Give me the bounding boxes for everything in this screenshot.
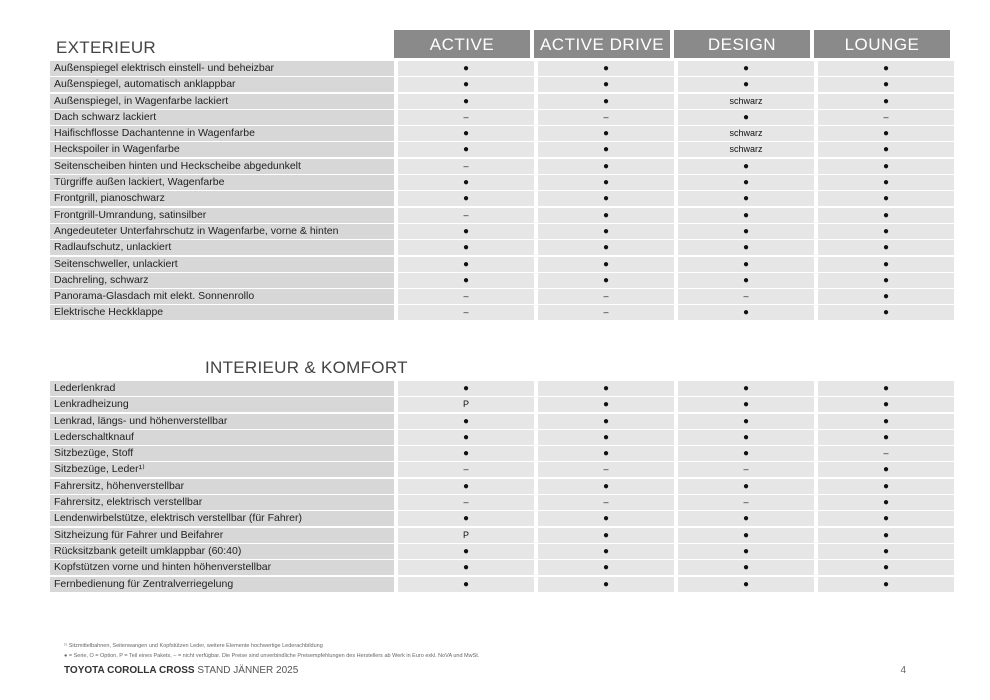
cell-design: ●	[678, 414, 814, 429]
table-row	[50, 305, 954, 320]
cell-active: ●	[398, 414, 534, 429]
cell-active: ●	[398, 257, 534, 272]
table-row	[50, 397, 954, 412]
cell-active: ●	[398, 126, 534, 141]
row-label: Dachreling, schwarz	[50, 273, 394, 288]
cell-active: ●	[398, 224, 534, 239]
cell-design: ●	[678, 240, 814, 255]
row-label: Kopfstützen vorne und hinten höhenverstellbar	[50, 560, 394, 575]
cell-active: –	[398, 495, 534, 510]
column-header-active: ACTIVE	[394, 30, 530, 58]
row-label: Außenspiegel elektrisch einstell- und beheizbar	[50, 61, 394, 76]
footer-stand: STAND JÄNNER 2025	[197, 665, 299, 676]
cell-active: ●	[398, 560, 534, 575]
row-label: Frontgrill-Umrandung, satinsilber	[50, 208, 394, 223]
row-label: Lederlenkrad	[50, 381, 394, 396]
row-label: Panorama-Glasdach mit elekt. Sonnenrollo	[50, 289, 394, 304]
cell-active: –	[398, 289, 534, 304]
table-row	[50, 577, 954, 592]
cell-active-drive: ●	[538, 94, 674, 109]
row-label: Seitenscheiben hinten und Heckscheibe abgedunkelt	[50, 159, 394, 174]
cell-active-drive: ●	[538, 397, 674, 412]
cell-active-drive: –	[538, 289, 674, 304]
table-row	[50, 462, 954, 477]
cell-lounge: ●	[818, 495, 954, 510]
cell-active-drive: –	[538, 110, 674, 125]
cell-active-drive: ●	[538, 479, 674, 494]
cell-active-drive: ●	[538, 126, 674, 141]
cell-active-drive: ●	[538, 208, 674, 223]
cell-lounge: ●	[818, 175, 954, 190]
cell-lounge: ●	[818, 528, 954, 543]
cell-active-drive: ●	[538, 175, 674, 190]
section-title-interieur: INTERIEUR & KOMFORT	[205, 358, 408, 377]
cell-lounge: ●	[818, 159, 954, 174]
table-row	[50, 414, 954, 429]
cell-active-drive: ●	[538, 257, 674, 272]
cell-active-drive: ●	[538, 191, 674, 206]
cell-active-drive: ●	[538, 159, 674, 174]
cell-lounge: –	[818, 110, 954, 125]
table-row	[50, 126, 954, 141]
cell-design: ●	[678, 430, 814, 445]
cell-active-drive: ●	[538, 61, 674, 76]
cell-design: ●	[678, 61, 814, 76]
cell-design: schwarz	[678, 126, 814, 141]
table-row	[50, 257, 954, 272]
cell-active: ●	[398, 61, 534, 76]
row-label: Dach schwarz lackiert	[50, 110, 394, 125]
row-label: Rücksitzbank geteilt umklappbar (60:40)	[50, 544, 394, 559]
cell-design: ●	[678, 257, 814, 272]
cell-lounge: ●	[818, 305, 954, 320]
cell-lounge: ●	[818, 240, 954, 255]
cell-active: ●	[398, 240, 534, 255]
cell-lounge: ●	[818, 142, 954, 157]
table-row	[50, 446, 954, 461]
cell-lounge: ●	[818, 289, 954, 304]
table-row	[50, 273, 954, 288]
cell-design: ●	[678, 577, 814, 592]
row-label: Fahrersitz, höhenverstellbar	[50, 479, 394, 494]
cell-design: –	[678, 462, 814, 477]
row-label: Lendenwirbelstütze, elektrisch verstellbar (für Fahrer)	[50, 511, 394, 526]
cell-design: ●	[678, 175, 814, 190]
column-headers	[394, 30, 954, 58]
table-row	[50, 544, 954, 559]
table-row	[50, 94, 954, 109]
cell-lounge: ●	[818, 381, 954, 396]
cell-design: ●	[678, 191, 814, 206]
cell-lounge: ●	[818, 430, 954, 445]
cell-active: ●	[398, 142, 534, 157]
cell-active: ●	[398, 94, 534, 109]
cell-active: ●	[398, 175, 534, 190]
cell-lounge: ●	[818, 224, 954, 239]
exterieur-table	[50, 61, 954, 322]
cell-design: ●	[678, 544, 814, 559]
table-row	[50, 110, 954, 125]
cell-active: –	[398, 462, 534, 477]
cell-design: ●	[678, 305, 814, 320]
row-label: Fernbedienung für Zentralverriegelung	[50, 577, 394, 592]
row-label: Radlaufschutz, unlackiert	[50, 240, 394, 255]
cell-active: ●	[398, 446, 534, 461]
table-row	[50, 495, 954, 510]
cell-lounge: ●	[818, 191, 954, 206]
cell-active: –	[398, 110, 534, 125]
table-row	[50, 208, 954, 223]
cell-lounge: ●	[818, 257, 954, 272]
cell-design: ●	[678, 381, 814, 396]
table-row	[50, 175, 954, 190]
cell-active-drive: ●	[538, 414, 674, 429]
cell-active-drive: –	[538, 305, 674, 320]
cell-design: –	[678, 289, 814, 304]
cell-active-drive: ●	[538, 77, 674, 92]
row-label: Seitenschweller, unlackiert	[50, 257, 394, 272]
cell-lounge: ●	[818, 94, 954, 109]
cell-active-drive: ●	[538, 446, 674, 461]
cell-design: ●	[678, 511, 814, 526]
row-label: Sitzheizung für Fahrer und Beifahrer	[50, 528, 394, 543]
table-row	[50, 560, 954, 575]
cell-active: –	[398, 208, 534, 223]
cell-design: ●	[678, 528, 814, 543]
cell-lounge: ●	[818, 462, 954, 477]
cell-design: ●	[678, 479, 814, 494]
cell-active: ●	[398, 430, 534, 445]
cell-active: ●	[398, 577, 534, 592]
cell-lounge: ●	[818, 577, 954, 592]
table-row	[50, 159, 954, 174]
cell-lounge: ●	[818, 544, 954, 559]
cell-lounge: ●	[818, 77, 954, 92]
cell-design: ●	[678, 110, 814, 125]
cell-active-drive: ●	[538, 142, 674, 157]
table-row	[50, 430, 954, 445]
table-row	[50, 240, 954, 255]
cell-active: ●	[398, 191, 534, 206]
cell-active-drive: ●	[538, 273, 674, 288]
cell-design: –	[678, 495, 814, 510]
table-row	[50, 191, 954, 206]
row-label: Lenkrad, längs- und höhenverstellbar	[50, 414, 394, 429]
cell-lounge: ●	[818, 273, 954, 288]
row-label: Heckspoiler in Wagenfarbe	[50, 142, 394, 157]
column-header-active-drive: ACTIVE DRIVE	[534, 30, 670, 58]
cell-active: ●	[398, 273, 534, 288]
cell-active-drive: ●	[538, 381, 674, 396]
cell-lounge: ●	[818, 560, 954, 575]
cell-active-drive: ●	[538, 240, 674, 255]
footer	[64, 665, 298, 676]
footer-brand: TOYOTA COROLLA CROSS	[64, 665, 195, 676]
cell-design: ●	[678, 159, 814, 174]
row-label: Türgriffe außen lackiert, Wagenfarbe	[50, 175, 394, 190]
cell-active-drive: –	[538, 462, 674, 477]
cell-design: schwarz	[678, 142, 814, 157]
cell-lounge: ●	[818, 208, 954, 223]
cell-active: ●	[398, 381, 534, 396]
cell-active-drive: ●	[538, 511, 674, 526]
cell-active-drive: ●	[538, 430, 674, 445]
cell-active-drive: ●	[538, 528, 674, 543]
cell-active: P	[398, 397, 534, 412]
cell-active: P	[398, 528, 534, 543]
cell-active-drive: –	[538, 495, 674, 510]
cell-lounge: ●	[818, 61, 954, 76]
cell-active: –	[398, 159, 534, 174]
cell-design: ●	[678, 397, 814, 412]
row-label: Frontgrill, pianoschwarz	[50, 191, 394, 206]
cell-active: ●	[398, 479, 534, 494]
cell-design: ●	[678, 224, 814, 239]
cell-active: ●	[398, 544, 534, 559]
cell-lounge: ●	[818, 479, 954, 494]
cell-active-drive: ●	[538, 224, 674, 239]
row-label: Außenspiegel, automatisch anklappbar	[50, 77, 394, 92]
cell-lounge: ●	[818, 397, 954, 412]
footnote-leather: ¹⁾ Sitzmittelbahnen, Seitenwangen und Kopfstützen Leder, weitere Elemente hochwertige Lederachbildung	[64, 643, 323, 649]
row-label: Angedeuteter Unterfahrschutz in Wagenfarbe, vorne & hinten	[50, 224, 394, 239]
cell-design: ●	[678, 560, 814, 575]
table-row	[50, 224, 954, 239]
table-row	[50, 61, 954, 76]
table-row	[50, 142, 954, 157]
row-label: Sitzbezüge, Stoff	[50, 446, 394, 461]
cell-lounge: ●	[818, 414, 954, 429]
table-row	[50, 77, 954, 92]
row-label: Lederschaltknauf	[50, 430, 394, 445]
table-row	[50, 479, 954, 494]
row-label: Außenspiegel, in Wagenfarbe lackiert	[50, 94, 394, 109]
cell-lounge: ●	[818, 126, 954, 141]
table-row	[50, 381, 954, 396]
table-row	[50, 511, 954, 526]
row-label: Fahrersitz, elektrisch verstellbar	[50, 495, 394, 510]
cell-active-drive: ●	[538, 577, 674, 592]
cell-design: ●	[678, 77, 814, 92]
row-label: Elektrische Heckklappe	[50, 305, 394, 320]
column-header-lounge: LOUNGE	[814, 30, 950, 58]
cell-active-drive: ●	[538, 544, 674, 559]
cell-design: ●	[678, 446, 814, 461]
column-header-design: DESIGN	[674, 30, 810, 58]
section-title-exterieur: EXTERIEUR	[56, 38, 156, 57]
cell-active: ●	[398, 77, 534, 92]
cell-design: schwarz	[678, 94, 814, 109]
cell-active-drive: ●	[538, 560, 674, 575]
cell-active: –	[398, 305, 534, 320]
footnote-legend: ● = Serie, O = Option, P = Teil eines Pakets, – = nicht verfügbar. Die Preise sind unverbindliche Preisempfehlungen des Herstellers ab Werk in Euro exkl. NoVA und MwSt.	[64, 653, 480, 659]
row-label: Lenkradheizung	[50, 397, 394, 412]
cell-design: ●	[678, 208, 814, 223]
row-label: Sitzbezüge, Leder¹⁾	[50, 462, 394, 477]
page-number: 4	[900, 665, 906, 676]
row-label: Haifischflosse Dachantenne in Wagenfarbe	[50, 126, 394, 141]
cell-lounge: –	[818, 446, 954, 461]
cell-active: ●	[398, 511, 534, 526]
cell-design: ●	[678, 273, 814, 288]
table-row	[50, 528, 954, 543]
cell-lounge: ●	[818, 511, 954, 526]
interieur-table	[50, 381, 954, 593]
table-row	[50, 289, 954, 304]
